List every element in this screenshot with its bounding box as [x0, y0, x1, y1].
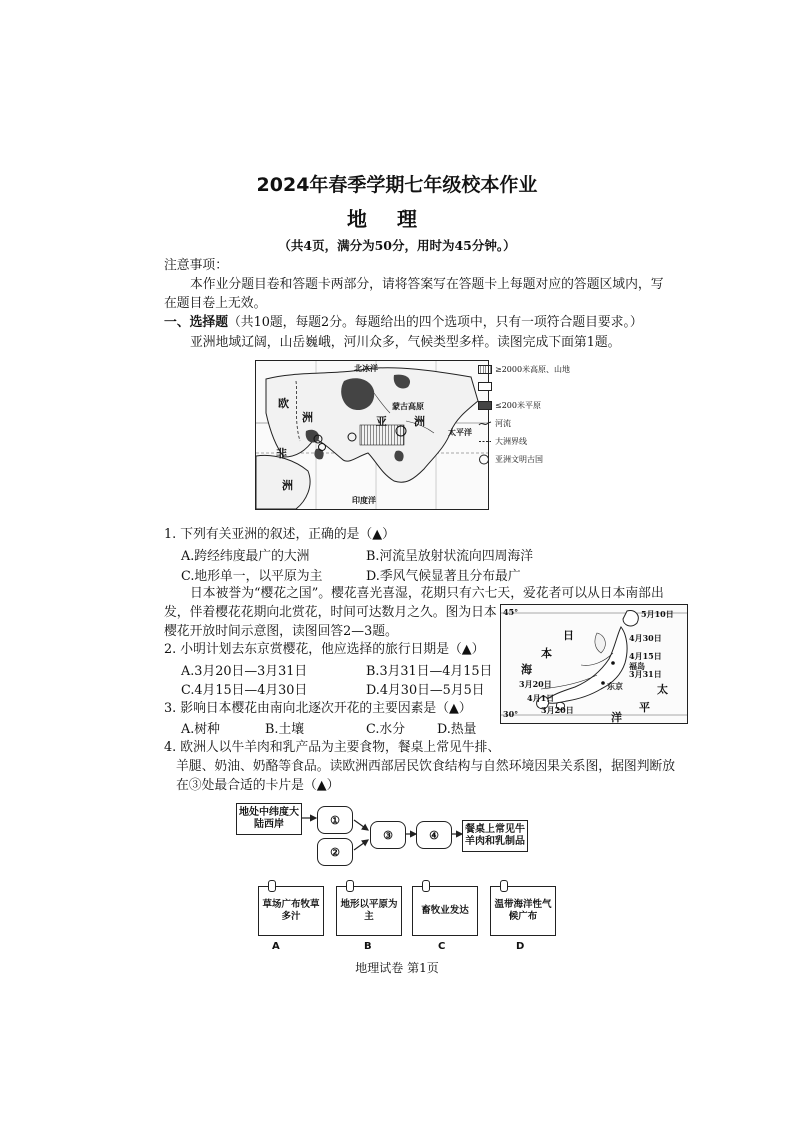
japan-intro-line-3: 樱花开放时间示意图，读图回答2—3题。 [164, 624, 398, 639]
card-b-text: 地形以平原为主 [336, 886, 402, 936]
date-mar20-west: 3月20日 [519, 679, 552, 689]
date-apr1: 4月1日 [527, 693, 555, 703]
date-mar31: 3月31日 [629, 669, 662, 679]
flow-node-1: ① [317, 806, 353, 834]
q2-option-c: C.4月15日—4月30日 [181, 683, 308, 698]
q1-option-a: A.跨经纬度最广的大洲 [181, 549, 310, 564]
map-label-africa-1: 非 [276, 447, 287, 460]
legend-item-civilization [478, 454, 543, 465]
q1-option-d: D.季风气候显著且分布最广 [366, 569, 521, 584]
paperclip-icon [500, 880, 508, 892]
map-label-europe-2: 洲 [302, 411, 313, 424]
japan-intro-line-1: 日本被誉为“樱花之国”。樱花喜光喜湿，花期只有六七天，爱花者可以从日本南部出 [190, 586, 664, 601]
q4-line-3: 在③处最合适的卡片是（▲） [176, 778, 340, 793]
q4-line-1: 4. 欧洲人以牛羊肉和乳产品为主要食物，餐桌上常见牛排、 [164, 740, 501, 755]
date-mar20-south: 3月20日 [541, 705, 574, 715]
q1-option-c: C.地形单一，以平原为主 [181, 569, 323, 584]
legend-label-river: 河流 [495, 419, 511, 428]
legend-item-boundary [478, 436, 527, 447]
latitude-30: 30° [503, 709, 519, 719]
q2-option-d: D.4月30日—5月5日 [366, 683, 485, 698]
paperclip-icon [422, 880, 430, 892]
legend-item-river [478, 418, 511, 429]
date-may10: 5月10日 [641, 609, 674, 619]
card-d-text: 温带海洋性气候广布 [490, 886, 556, 936]
ocean-char-1: 太 [657, 683, 668, 696]
map-label-africa-2: 洲 [282, 479, 293, 492]
sea-char-1: 日 [563, 629, 574, 642]
river-icon [478, 419, 492, 428]
latitude-45: 45° [503, 607, 519, 617]
place-fukushima: 福岛 [629, 661, 645, 671]
q4-line-2: 羊腿、奶油、奶酪等食品。读欧洲西部居民饮食结构与自然环境因果关系图，据图判断放 [176, 759, 676, 774]
exam-info: （共4页，满分为50分，用时为45分钟。） [278, 238, 516, 253]
japan-map [500, 604, 688, 724]
plain-swatch-icon [478, 401, 492, 410]
q3-option-c: C.水分 [366, 722, 405, 737]
q1-stem: 1. 下列有关亚洲的叙述，正确的是（▲） [164, 527, 395, 542]
flow-end-box: 餐桌上常见牛羊肉和乳制品 [462, 820, 528, 852]
q2-stem: 2. 小明计划去东京赏樱花，他应选择的旅行日期是（▲） [164, 642, 485, 657]
legend-label-civilization: 亚洲文明古国 [495, 455, 543, 464]
exam-title: 2024年春季学期七年级校本作业 [256, 174, 538, 196]
section-title: 一、选择题 [164, 315, 228, 330]
civilization-circle-icon [478, 454, 492, 465]
legend-item-plain [478, 400, 541, 411]
flow-node-3: ③ [370, 821, 406, 849]
legend-label-highland: ≥2000米高原、山地 [495, 365, 571, 374]
notice-heading: 注意事项： [164, 258, 228, 273]
q3-stem: 3. 影响日本樱花由南向北逐次开花的主要因素是（▲） [164, 701, 472, 716]
legend-label-plain: ≤200米平原 [495, 401, 541, 410]
subject-title: 地理 [347, 207, 447, 231]
map-label-mongolia: 蒙古高原 [392, 401, 424, 411]
ocean-char-2: 平 [639, 701, 650, 714]
sea-char-2: 本 [541, 647, 552, 660]
q3-option-a: A.树种 [181, 722, 220, 737]
flow-start-box: 地处中纬度大陆西岸 [236, 803, 302, 835]
q3-option-d: D.热量 [437, 722, 477, 737]
map-label-asia-2: 洲 [414, 415, 425, 428]
section-intro: 亚洲地域辽阔，山岳巍峨，河川众多，气候类型多样。读图完成下面第1题。 [190, 335, 621, 350]
japan-intro-line-2: 发，伴着樱花花期向北赏花，时间可达数月之久。图为日本 [164, 605, 497, 620]
map-label-arctic: 北冰洋 [354, 363, 378, 373]
date-apr30: 4月30日 [629, 633, 662, 643]
map-label-europe-1: 欧 [278, 397, 289, 410]
map-label-asia-1: 亚 [376, 415, 387, 428]
legend-label-boundary: 大洲界线 [495, 437, 527, 446]
notice-line-1: 本作业分题目卷和答题卡两部分，请将答案写在答题卡上每题对应的答题区域内，写 [190, 277, 664, 292]
blank-swatch-icon [478, 382, 492, 391]
card-a-label: A [272, 941, 280, 952]
legend-item-blank [478, 382, 492, 391]
card-a-text: 草场广布牧草多汁 [258, 886, 324, 936]
asia-map [255, 360, 489, 510]
sea-char-3: 海 [521, 663, 532, 676]
q2-option-a: A.3月20日—3月31日 [181, 664, 308, 679]
card-b-label: B [364, 941, 372, 952]
ocean-char-3: 洋 [611, 711, 622, 724]
paperclip-icon [346, 880, 354, 892]
paperclip-icon [268, 880, 276, 892]
section-heading [164, 313, 643, 332]
card-d-label: D [516, 941, 525, 952]
map-label-pacific: 太平洋 [448, 427, 472, 437]
q1-option-b: B.河流呈放射状流向四周海洋 [366, 549, 534, 564]
q3-option-b: B.土壤 [265, 722, 305, 737]
legend-item-highland [478, 364, 570, 375]
page-footer: 地理试卷 第1页 [355, 961, 439, 975]
q2-option-b: B.3月31日—4月15日 [366, 664, 493, 679]
date-apr15: 4月15日 [629, 651, 662, 661]
boundary-line-icon [478, 437, 492, 446]
card-c-text: 畜牧业发达 [412, 886, 478, 936]
map-label-indian-ocean: 印度洋 [352, 495, 376, 505]
card-c-label: C [438, 941, 446, 952]
place-tokyo: 东京 [607, 681, 623, 691]
highland-swatch-icon [478, 365, 492, 374]
notice-line-2: 在题目卷上无效。 [164, 296, 267, 311]
section-desc: （共10题，每题2分。每题给出的四个选项中，只有一项符合题目要求。） [227, 315, 643, 330]
flow-node-2: ② [317, 838, 353, 866]
flow-node-4: ④ [416, 821, 452, 849]
